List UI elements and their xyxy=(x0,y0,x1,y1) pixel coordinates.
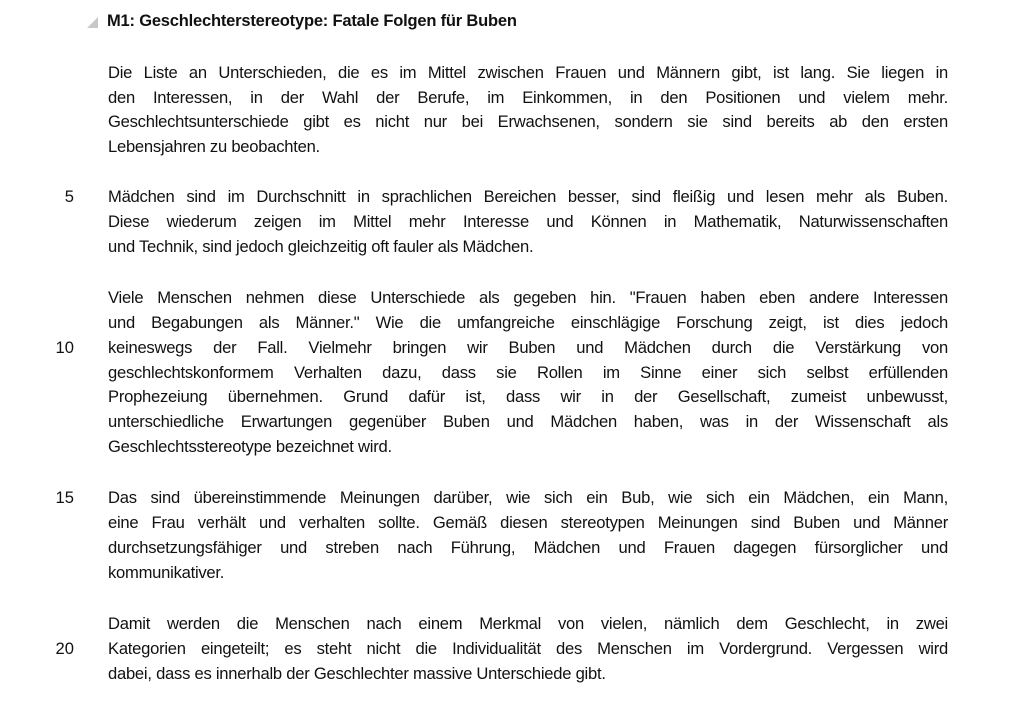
text-line: Geschlechtsstereotype bezeichnet wird. xyxy=(108,437,392,456)
text-line: Lebensjahren zu beobachten. xyxy=(108,137,320,156)
text-line: eine Frau verhält und verhalten sollte. Gemäß diesen stereotypen Meinungen sind Buben und Männer xyxy=(108,513,948,532)
text-line: Kategorien eingeteilt; es steht nicht die Individualität des Menschen im Vordergrund. Vergessen wird xyxy=(108,639,948,658)
text-line: und Technik, sind jedoch gleichzeitig oft fauler als Mädchen. xyxy=(108,237,534,256)
text-line: geschlechtskonformem Verhalten dazu, dass sie Rollen im Sinne einer sich selbst erfüllenden xyxy=(108,363,948,382)
text-line: dabei, dass es innerhalb der Geschlechter massive Unterschiede gibt. xyxy=(108,664,606,683)
text-line: Das sind übereinstimmende Meinungen darüber, wie sich ein Bub, wie sich ein Mädchen, ein Mann, xyxy=(108,488,948,507)
line-number: 10 xyxy=(55,338,74,357)
text-line: keineswegs der Fall. Vielmehr bringen wir Buben und Mädchen durch die Verstärkung von xyxy=(108,338,948,357)
text-line: Mädchen sind im Durchschnitt in sprachlichen Bereichen besser, sind fleißig und lesen mehr als Buben. xyxy=(108,187,948,206)
text-line: und Begabungen als Männer." Wie die umfangreiche einschlägige Forschung zeigt, ist dies jedoch xyxy=(108,313,948,332)
text-line: Diese wiederum zeigen im Mittel mehr Interesse und Können in Mathematik, Naturwissenschaften xyxy=(108,212,948,231)
text-line: unterschiedliche Erwartungen gegenüber Buben und Mädchen haben, was in der Wissenschaft als xyxy=(108,412,948,431)
text-line: Die Liste an Unterschieden, die es im Mittel zwischen Frauen und Männern gibt, ist lang. Sie liegen in xyxy=(108,63,948,82)
text-line: Prophezeiung übernehmen. Grund dafür ist, dass wir in der Gesellschaft, zumeist unbewusst, xyxy=(108,387,948,406)
line-number: 5 xyxy=(64,187,74,206)
document-heading xyxy=(86,9,517,33)
line-number: 20 xyxy=(55,639,74,658)
line-number: 15 xyxy=(55,488,74,507)
text-line: kommunikativer. xyxy=(108,563,225,582)
text-line: den Interessen, in der Wahl der Berufe, im Einkommen, in den Positionen und vielem mehr. xyxy=(108,88,948,107)
text-line: Viele Menschen nehmen diese Unterschiede als gegeben hin. "Frauen haben eben andere Interessen xyxy=(108,288,948,307)
text-line: Damit werden die Menschen nach einem Merkmal von vielen, nämlich dem Geschlecht, in zwei xyxy=(108,614,948,633)
text-line: durchsetzungsfähiger und streben nach Führung, Mädchen und Frauen dagegen fürsorglicher und xyxy=(108,538,948,557)
text-line: Geschlechtsunterschiede gibt es nicht nur bei Erwachsenen, sondern sie sind bereits ab den ersten xyxy=(108,112,948,131)
collapse-triangle-icon[interactable] xyxy=(86,15,98,27)
heading-title: M1: Geschlechterstereotype: Fatale Folgen für Buben xyxy=(107,11,517,30)
